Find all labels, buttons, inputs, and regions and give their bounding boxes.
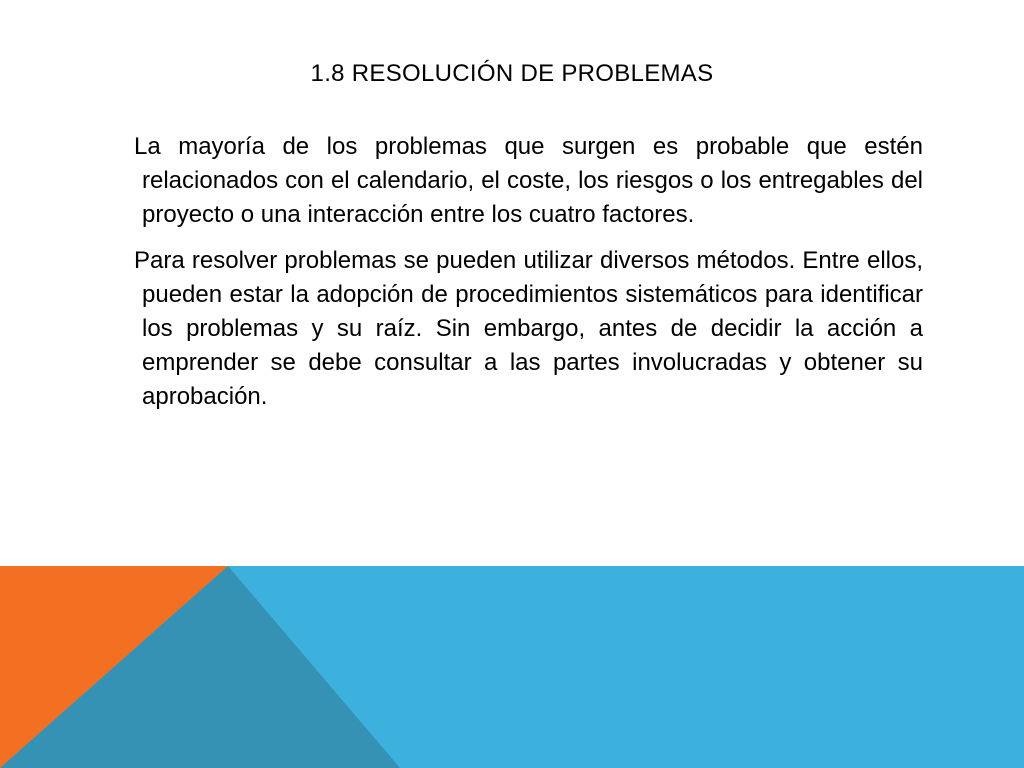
slide-body [134, 130, 923, 426]
slide-title: 1.8 RESOLUCIÓN DE PROBLEMAS [310, 60, 714, 87]
body-paragraph: Para resolver problemas se pueden utilizar diversos métodos. Entre ellos, pueden estar la adopción de procedimientos sistemáticos para identificar los problemas y su raíz. Sin embargo, antes de decidir la acción a emprender se debe consultar a las partes involucradas y obtener su aprobación. [134, 247, 923, 410]
decorative-shapes [0, 566, 1024, 768]
body-paragraph: La mayoría de los problemas que surgen es probable que estén relacionados con el calendario, el coste, los riesgos o los entregables del proyecto o una interacción entre los cuatro factores. [134, 133, 923, 228]
footer-decoration [0, 566, 1024, 768]
